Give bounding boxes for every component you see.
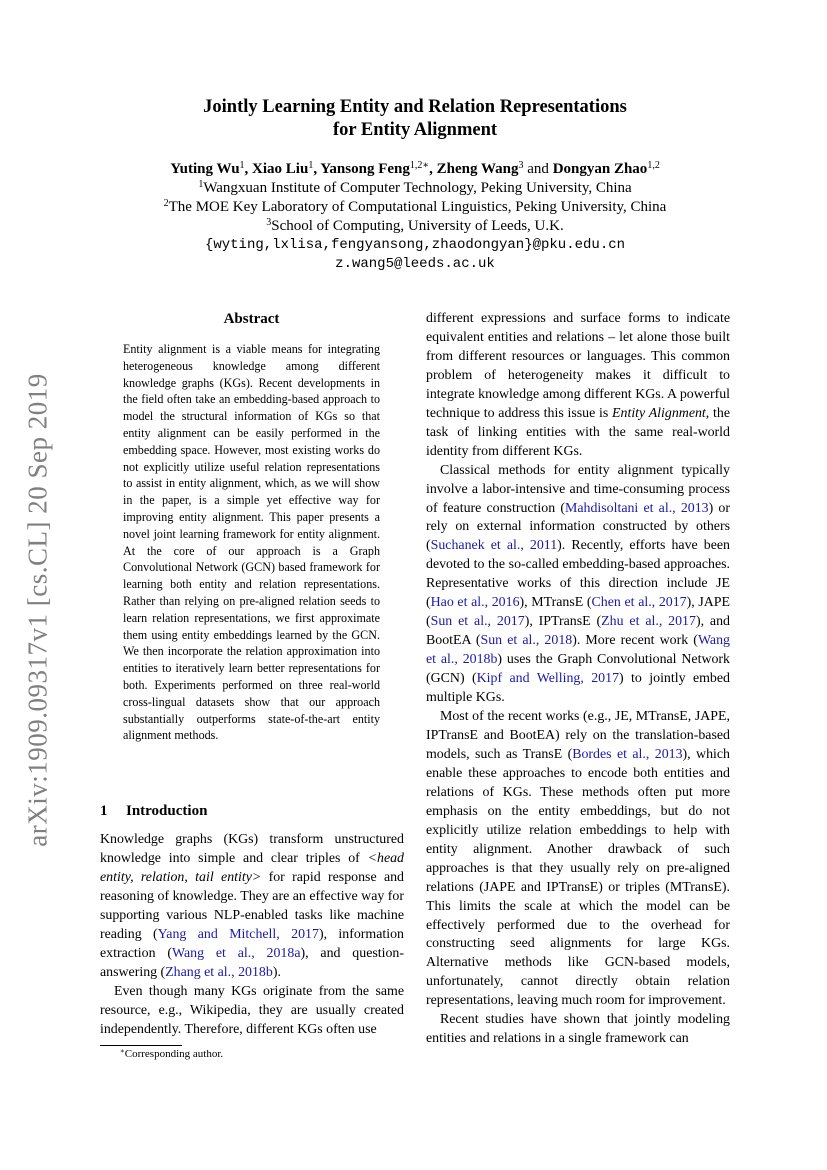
footnote-text: Corresponding author. — [124, 1048, 224, 1060]
citation-link[interactable]: Wang et al., 2018b — [426, 633, 730, 668]
affiliation-3: $^3$School of Computing, University of Leeds, U.K. — [266, 217, 564, 234]
citation-link[interactable]: Chen et al., 2017 — [591, 595, 687, 611]
author-block — [100, 160, 730, 274]
title-line-1: Jointly Learning Entity and Relation Representations — [203, 97, 627, 117]
section-number: 1 — [100, 803, 108, 819]
intro-paragraph-4: Classical methods for entity alignment typically involve a labor-intensive and time-consuming process of feature construction (Mahdisoltani et al., 2013) or rely on external information constructed by others (Suchanek et al., 2011). Recently, efforts have been devoted to the so-called embedding-based approaches. Representative works of this direction include JE (Hao et al., 2016), MTransE (Chen et al., 2017), JAPE (Sun et al., 2017), IPTransE (Zhu et al., 2017), and BootEA (Sun et al., 2018). More recent work (Wang et al., 2018b) uses the Graph Convolutional Network (GCN) (Kipf and Welling, 2017) to jointly embed multiple KGs. — [426, 462, 731, 706]
author-name: Xiao Liu — [252, 161, 309, 177]
footnote-rule — [100, 1045, 182, 1046]
citation-link[interactable]: Zhang et al., 2018b — [165, 964, 273, 980]
citation-link[interactable]: Bordes et al., 2013 — [572, 746, 683, 762]
email-line-1: {wyting,lxlisa,fengyansong,zhaodongyan}@pku.edu.cn — [204, 237, 626, 253]
citation-link[interactable]: Kipf and Welling, 2017 — [476, 671, 620, 687]
section-title: Introduction — [126, 803, 208, 819]
citation-link[interactable]: Sun et al., 2018 — [480, 633, 573, 649]
affiliation-2: $^2$The MOE Key Laboratory of Computational Linguistics, Peking University, China — [163, 198, 667, 215]
email-line-2: z.wang5@leeds.ac.uk — [335, 256, 495, 272]
citation-link[interactable]: Zhu et al., 2017 — [601, 614, 696, 630]
author-name: Zheng Wang — [436, 161, 519, 177]
left-column-body — [100, 831, 404, 1039]
citation-link[interactable]: Sun et al., 2017 — [430, 614, 525, 630]
citation-link[interactable]: Wang et al., 2018a — [172, 945, 301, 961]
intro-paragraph-1: Knowledge graphs (KGs) transform unstructured knowledge into simple and clear triples of <head entity, relation, tail entity> for rapid response and reasoning of knowledge. They are an effective way for supporting various NLP-enabled tasks like machine reading (Yang and Mitchell, 2017), information extraction (Wang et al., 2018a), and question-answering (Zhang et al., 2018b). — [100, 832, 405, 980]
section-heading-introduction — [100, 801, 207, 821]
intro-paragraph-6: Recent studies have shown that jointly modeling entities and relations in a single framework can — [426, 1012, 730, 1047]
citation-link[interactable]: Hao et al., 2016 — [430, 595, 520, 611]
author-name: Dongyan Zhao — [552, 161, 648, 177]
author-names: Yuting Wu$^1$, Xiao Liu$^1$, Yansong Feng$^{1,2∗}$, Zheng Wang$^3$ and Dongyan Zhao$^{1,2}$ — [170, 160, 660, 177]
citation-link[interactable]: Mahdisoltani et al., 2013 — [564, 500, 709, 516]
citation-link[interactable]: Suchanek et al., 2011 — [430, 538, 558, 554]
corresponding-mark: ∗ — [422, 160, 430, 171]
footnote-mark: ∗ — [120, 1047, 125, 1055]
abstract-text: Entity alignment is a viable means for integrating heterogeneous knowledge among different knowledge graphs (KGs). Recent developments in the field often take an embedding-based approach to model the structural information of KGs so that entity alignment can be easily performed in the embedding space. However, most existing works do not explicitly utilize useful relation representations to assist in entity alignment, which, as we will show in the paper, is a simple yet effective way for improving entity alignment. This paper presents a novel joint learning framework for entity alignment. At the core of our approach is a Graph Convolutional Network (GCN) based framework for learning both entity and relation representations. Rather than relying on pre-aligned relation seeds to learn relation representations, we first approximate them using entity embeddings learned by the GCN. We then incorporate the relation approximation into entities to iteratively learn better representations for both. Experiments performed on three real-world cross-lingual datasets show that our approach substantially outperforms state-of-the-art entity alignment methods. — [123, 342, 380, 743]
arxiv-identifier: arXiv:1909.09317v1 [cs.CL] 20 Sep 2019 — [22, 373, 53, 847]
intro-paragraph-3: different expressions and surface forms to indicate equivalent entities and relations – let alone those built from different resources or languages. This common problem of heterogeneity makes it difficult to integrate knowledge among different KGs. A powerful technique to address this issue is Entity Alignment, the task of linking entities with the same real-world identity from different KGs. — [426, 311, 730, 459]
footnote — [120, 1047, 223, 1061]
paper-title — [100, 96, 730, 142]
abstract-heading: Abstract — [223, 311, 280, 327]
intro-paragraph-2: Even though many KGs originate from the same resource, e.g., Wikipedia, they are usually created independently. Therefore, different KGs often use — [100, 983, 404, 1037]
affiliation-1: $^1$Wangxuan Institute of Computer Technology, Peking University, China — [198, 179, 632, 196]
title-line-2: for Entity Alignment — [332, 120, 498, 140]
citation-link[interactable]: Yang and Mitchell, 2017 — [157, 926, 319, 942]
abstract — [123, 310, 380, 744]
right-column-body — [426, 310, 730, 1049]
intro-paragraph-5: Most of the recent works (e.g., JE, MTransE, JAPE, IPTransE and BootEA) rely on the translation-based models, such as TransE (Bordes et al., 2013), which enable these approaches to encode both entities and relations of KGs. These methods often put more emphasis on the entity embeddings, but do not explicitly utilize relation embeddings to help with entity alignment. Another drawback of such approaches is that they usually rely on pre-aligned relations (JAPE and IPTransE) or triples (MTransE). This limits the scale at which the model can be effectively performed due to the overhead for constructing seed alignments for large KGs. Alternative methods like GCN-based models, unfortunately, cannot directly obtain relation representations, leaving much room for improvement. — [426, 709, 730, 1009]
author-name: Yansong Feng — [320, 161, 410, 177]
author-and: and — [527, 161, 549, 177]
author-name: Yuting Wu — [170, 161, 240, 177]
